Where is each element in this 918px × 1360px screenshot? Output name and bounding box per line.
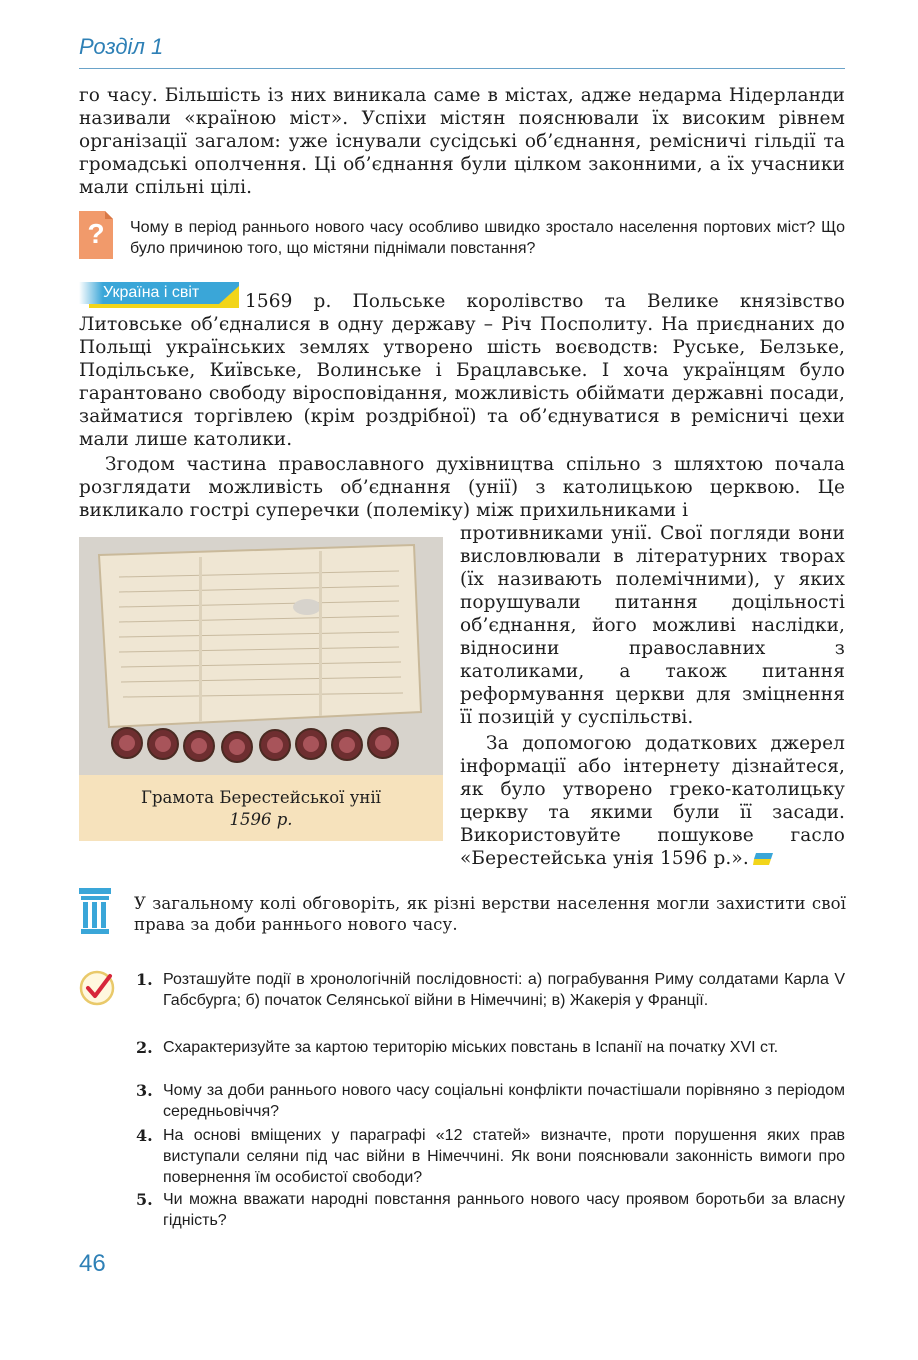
page-header bbox=[79, 30, 845, 69]
task-text: Розташуйте події в хронологічній послідовності: а) пограбування Риму солдатами Карла V Габсбурга; б) початок Селянської війни в Німеччині; в) Жакерія у Франції. bbox=[163, 971, 845, 1009]
task-number: 5. bbox=[136, 1190, 153, 1209]
task-item bbox=[136, 1125, 846, 1188]
ukraine-world-paragraph: 1569 р. Польське королівство та Велике князівство Литовське об’єдналися в одну державу – Річ Посполиту. На приєднаних до Польщі українських землях утворено шість воєводств: Руське, Белзьке, Подільське, Київське, Волинське і Брацлавське. І хоча українцям було гарантовано свободу віросповідання, можливість обіймати державні посади, займатися торгівлею (крім роздрібної) та об’єднуватися в ремісничі цехи мали лише католики. bbox=[79, 291, 845, 450]
research-task-paragraph bbox=[460, 732, 845, 870]
task-number: 1. bbox=[136, 970, 153, 989]
research-task-text: За допомогою додаткових джерел інформації або інтернету дізнайтеся, як було утворено греко-католицьку церкву та якими були її засади. Використовуйте пошукове гасло «Берестейська унія 1596 р.». bbox=[460, 733, 845, 869]
figure-union-charter bbox=[79, 537, 443, 841]
charter-photo bbox=[79, 537, 443, 775]
task-text: Чи можна вважати народні повстання раннього нового часу проявом боротьби за власну гідність? bbox=[163, 1191, 845, 1229]
question-mark-icon bbox=[79, 211, 113, 259]
figure-caption bbox=[79, 787, 443, 831]
caption-title: Грамота Берестейської унії bbox=[141, 788, 381, 807]
task-item bbox=[136, 1037, 846, 1079]
pillar-icon bbox=[79, 888, 111, 934]
intro-paragraph: го часу. Більшість із них виникала саме в містах, адже недарма Нідерланди називали «країною міст». Успіхи містян пояснювали їх високим рівнем організації загалом: уже існували сусідські об’єднання, ремісничі гільдії та громадські ополчення. Ці об’єднання були цілком законними, а їх учасники мали спільні цілі. bbox=[79, 85, 845, 198]
task-item bbox=[136, 969, 846, 1032]
checkmark-icon bbox=[79, 970, 115, 1006]
paragraph-union: Згодом частина православного духівництва спільно з шляхтою почала розглядати можливість об’єднання (унії) з католицькою церквою. Це викликало гострі суперечки (полеміку) між прихильниками і bbox=[79, 454, 845, 521]
paragraph-union-continued: противниками унії. Свої погляди вони висловлювали в літературних творах (їх називають полемічними), у яких порушували питання доцільності об’єднання, його можливі наслідки, відносини православних з католиками, а також питання реформування церкви для зміцнення її позицій у суспільстві. bbox=[460, 523, 845, 728]
page-number: 46 bbox=[79, 1250, 106, 1277]
task-number: 4. bbox=[136, 1126, 153, 1145]
chapter-title: Розділ 1 bbox=[79, 34, 164, 59]
svg-text:?: ? bbox=[87, 218, 105, 249]
task-number: 3. bbox=[136, 1081, 153, 1100]
caption-year: 1596 р. bbox=[229, 810, 293, 829]
task-text: Чому за доби раннього нового часу соціальні конфлікти почастішали порівняно з періодом середньовіччя? bbox=[163, 1082, 845, 1120]
question-box-text: Чому в період раннього нового часу особливо швидко зростало населення портових міст? Що було причиною того, що містяни піднімали повстання? bbox=[130, 219, 845, 257]
ukraine-flag-icon bbox=[753, 853, 773, 865]
discussion-text: У загальному колі обговоріть, як різні верстви населення могли захистити свої права за доби раннього нового часу. bbox=[134, 894, 846, 934]
tag-label: Україна і світ bbox=[103, 284, 200, 301]
task-item bbox=[136, 1189, 846, 1231]
task-number: 2. bbox=[136, 1038, 153, 1057]
task-text: Схарактеризуйте за картою територію міських повстань в Іспанії на початку XVI ст. bbox=[163, 1039, 779, 1056]
task-item bbox=[136, 1080, 846, 1122]
task-text: На основі вміщених у параграфі «12 статей» визначте, проти порушення яких прав виступали селяни під час війни в Німеччині. Як вони пояснювали законність вимоги про повернення їм особистої свободи? bbox=[163, 1127, 845, 1186]
